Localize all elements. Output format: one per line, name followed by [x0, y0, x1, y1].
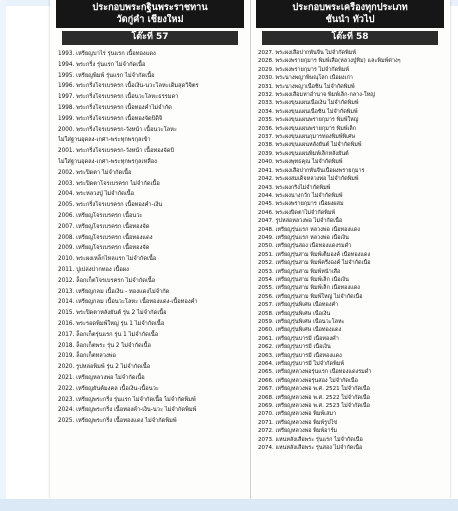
list-item: 2036. พระผงขุนแผนพรายกุมาร พิมพ์เล็ก [258, 125, 357, 132]
list-item: 1997. พระกริ่งโจรเบรครก เนื้อนวะโลหะธรรมดา [58, 94, 179, 101]
list-item: 2004. พระหลวงปู่ ไม่จำกัดเนื้อ [58, 191, 135, 198]
list-item: 2041. พระผงเสือปากพันจีนเนื้อผงพรายกุมาร [258, 167, 365, 174]
column-divider [250, 0, 251, 499]
list-item: 2015. พระปิดตาหลังยันต์ รุ่น 2 ไม่จำกัดเนื้อ [58, 310, 167, 317]
list-item: ไม่ใส่ฐานอุดลง-เกศา-พระทุกพรกุลเหลือง [58, 158, 157, 165]
list-item: 2027. พระผงเสือปากพันจีน ไม่จำกัดพิมพ์ [258, 50, 356, 56]
list-item: 2033. พระผงขุนแผนเนื้อเงิน ไม่จำกัดพิมพ์ [258, 100, 359, 107]
list-item: 2008. เหรียญโจรเบรครก เนื้อทองแดง [58, 234, 153, 241]
right-column-header [256, 0, 444, 28]
list-item: 2002. พระปิดตา ไม่จำกัดเนื้อ [58, 169, 132, 176]
list-item: 2017. ล็อกเก็ตรุ่นแรก รุ่น 1 ไม่จำกัดเนื้อ [58, 331, 159, 338]
list-item: 2049. เหรียญรุ่นแรก หลวงพ่อ เนื้อเงิน [258, 234, 349, 241]
list-item: 2053. เหรียญรุ่นสาม พิมพ์หน้าเสือ [258, 268, 341, 275]
list-item: 2073. แหนหลังเสือพระ รุ่นแรก ไม่จำกัดเนื้อ [258, 436, 363, 443]
list-item: 2054. เหรียญรุ่นสาม พิมพ์เล็ก เนื้อเงิน [258, 276, 349, 283]
list-item: 2064. เหรียญรุ่นบารมี ไม่จำกัดพิมพ์ [258, 361, 344, 368]
list-item: 1999. พระกริ่งโจรเบรครก เนื้อทองจัดบิดิจิ [58, 115, 163, 122]
list-item: 2009. เหรียญโจรเบรครก เนื้อทองจัด [58, 245, 150, 252]
right-item-list [256, 49, 444, 453]
list-item: 2060. เหรียญรุ่นพิเศษ เนื้อทองแดง [258, 327, 342, 334]
list-item: 2057. เหรียญรุ่นพิเศษ เนื้อทองคำ [258, 302, 339, 309]
list-item: 2018. ล็อกเก็ตพระ รุ่น 2 ไม่จำกัดเนื้อ [58, 342, 151, 349]
list-item: 2016. พระรอดพิมพ์ใหญ่ รุ่น 1 ไม่จำกัดเนื้อ [58, 320, 165, 327]
list-item: 2011. ปูเปล่งปากทอง เนื้อผง [58, 266, 129, 273]
list-item: 2068. เหรียญหลวงพ่อ พ.ศ. 2522 ไม่จำกัดเนื้อ [258, 394, 370, 401]
list-item: 2019. ล็อกเก็ตหลวงพ่อ [58, 353, 116, 360]
right-header-line-2: ชั้นนำ ทั่วไป [325, 14, 375, 25]
left-column-header [56, 0, 244, 28]
list-item: ไม่ใส่ฐานอุดลง-เกศา-พระทุกพรกุลเข้า [58, 137, 151, 144]
list-item: 2006. เหรียญโจรเบรครก เนื้อนวะ [58, 212, 143, 219]
list-item: 2020. รูปหล่อพิมพ์ รุ่น 2 ไม่จำกัดเนื้อ [58, 364, 151, 371]
list-item: 2038. พระผงขุนแผนหลังยันต์ ไม่จำกัดพิมพ์ [258, 142, 362, 149]
list-item: 2007. เหรียญโจรเบรครก เนื้อทองจัด [58, 223, 150, 230]
list-item: 2034. พระผงขุนแผนเนื้อชิน ไม่จำกัดพิมพ์ [258, 108, 358, 115]
bottom-margin [0, 499, 458, 511]
list-item: 2062. เหรียญรุ่นบารมี เนื้อเงิน [258, 344, 331, 351]
right-table-number: โต๊ะที่ 58 [262, 31, 438, 45]
list-item: 2071. เหรียญหลวงพ่อ พิมพ์รูปไข่ [258, 419, 338, 426]
list-item: 2030. พระนางพญาพิษณุโลก เนื้อผงเก่า [258, 75, 353, 82]
list-item: 2013. เหรียญกลม เนื้อเงิน - ทองแดงไม่จำกัด [58, 288, 170, 295]
list-item: 2043. พระผงกริ่งไม่จำกัดพิมพ์ [258, 184, 331, 191]
list-item: 2037. พระผงขุนแผนกุมารทองพิมพ์พิเศษ [258, 134, 356, 141]
list-item: 2046. พระผงปิดตาไม่จำกัดพิมพ์ [258, 209, 336, 216]
list-item: 2014. เหรียญกลม เนื้อนวะโลหะ เนื้อทองแดง-เนื้อทองคำ [58, 299, 198, 306]
left-item-list [56, 49, 244, 427]
list-item: 2044. พระผงนางกวัก ไม่จำกัดพิมพ์ [258, 192, 343, 199]
list-item: 2029. พระผงพรายกุมาร ไม่จำกัดพิมพ์ [258, 66, 350, 73]
list-item: 2032. พระผงเสือมหาอำนาจ พิมพ์เล็ก-กลาง-ใหญ่ [258, 92, 375, 99]
list-item: 2005. พระกริ่งโจรเบรครก เนื้อทองคำ-เงิน [58, 202, 163, 209]
list-item: 2042. พระผงสมเด็จหลวงพ่อ ไม่จำกัดพิมพ์ [258, 176, 359, 183]
list-item: 2069. เหรียญหลวงพ่อ พ.ศ. 2523 ไม่จำกัดเนื้อ [258, 403, 370, 410]
list-item: 1993. เหรียญบาไร่ รุ่นแรก เนื้อทองแดง [58, 51, 156, 57]
list-item: 2047. รูปหล่อหลวงพ่อ ไม่จำกัดเนื้อ [258, 218, 343, 225]
right-header-line-1: ประกอบพระเครื่องทุกประเภท [292, 2, 408, 13]
list-item: 2039. พระผงขุนแผนพิมพ์เล็กหลังยันต์ [258, 150, 349, 157]
list-item: 2066. เหรียญหลวงพ่อรุ่นสอง ไม่จำกัดเนื้อ [258, 377, 358, 384]
list-item: 1998. พระกริ่งโจรเบรครก เนื้อทองคำไม่จำกัด [58, 104, 172, 111]
left-margin [0, 0, 6, 511]
list-item: 2067. เหรียญหลวงพ่อ พ.ศ. 2521 ไม่จำกัดเนื้อ [258, 386, 370, 393]
list-item: 2022. เหรียญยันต์มงคล เนื้อเงิน-เนื้อนวะ [58, 385, 159, 392]
list-item: 2021. เหรียญหลวงพ่อ ไม่จำกัดเนื้อ [58, 374, 145, 381]
list-item: 2063. เหรียญรุ่นบารมี เนื้อทองแดง [258, 352, 342, 359]
document-page [50, 0, 450, 499]
list-item: 2056. เหรียญรุ่นสาม พิมพ์ใหญ่ ไม่จำกัดเนื้อ [258, 293, 363, 300]
list-item: 2035. พระผงขุนแผนพรายกุมาร พิมพ์ใหญ่ [258, 117, 359, 124]
list-item: 2055. เหรียญรุ่นสาม พิมพ์เล็ก เนื้อทองแดง [258, 285, 360, 292]
list-item: 2025. เหรียญพระกริ่ง เนื้อทองแดง ไม่จำกัดพิมพ์ [58, 418, 177, 425]
list-item: 2061. เหรียญรุ่นบารมี เนื้อทองคำ [258, 335, 339, 342]
list-item: 2070. เหรียญหลวงพ่อ พิมพ์เสมา [258, 411, 337, 418]
list-item: 2051. เหรียญรุ่นสาม พิมพ์เต็มองค์ เนื้อทองแดง [258, 251, 371, 258]
list-item: 2001. พระกริ่งโจรเบรครก-วังหน้า เนื้อทองจัดบิ [58, 148, 175, 155]
list-item: 2052. เหรียญรุ่นสาม พิมพ์ครึ่งองค์ ไม่จำกัดเนื้อ [258, 260, 371, 267]
list-item: 2012. ล็อกเก็ตโจรเบรครก ไม่จำกัดเนื้อ [58, 277, 156, 284]
list-item: 2010. พระผงเหล็กไหลแรก ไม่จำกัดเนื้อ [58, 256, 157, 263]
right-column [256, 0, 444, 453]
list-item: 2059. เหรียญรุ่นพิเศษ เนื้อนวะโลหะ [258, 319, 345, 325]
list-item: 1994. พระกริ่ง รุ่นแรก ไม่จำกัดเนื้อ [58, 61, 146, 68]
list-item: 2023. เหรียญพระกริ่ง รุ่นแรก ไม่จำกัดเนื้อ ไม่จำกัดพิมพ์ [58, 396, 196, 403]
list-item: 2048. เหรียญรุ่นแรก หลวงพ่อ เนื้อทองแดง [258, 226, 360, 233]
list-item: 2028. พระผงพรายกุมาร พิมพ์เสือ(หลวงปู่ทิม) และพิมพ์ต่างๆ [258, 58, 401, 65]
list-item: 1996. พระกริ่งโจรเบรครก เนื้อเงิน-นวะโลหะเดิมสุดวิจิตร [58, 83, 199, 90]
list-item: 2000. พระกริ่งโจรเบรครก-วังหน้า เนื้อนวะโลหะ [58, 126, 177, 133]
left-table-number: โต๊ะที่ 57 [62, 31, 238, 45]
list-item: 2065. เหรียญหลวงพ่อรุ่นแรก เนื้อทองแดงรมดำ [258, 369, 372, 376]
list-item: 2072. เหรียญหลวงพ่อ พิมพ์อาร์ม [258, 428, 338, 435]
list-item: 1995. เหรียญพิมพ์ รุ่นแรก ไม่จำกัดเนื้อ [58, 72, 155, 79]
left-header-line-2: วัดกู่คำ เชียงใหม่ [116, 14, 184, 25]
list-item: 2024. เหรียญพระกริ่ง เนื้อทองคำ-เงิน-นวะ ไม่จำกัดพิมพ์ [58, 407, 197, 414]
list-item: 2040. พระผงพุทธคุณ ไม่จำกัดพิมพ์ [258, 159, 343, 166]
left-header-line-1: ประกอบพระกฐินพระราชทาน [92, 2, 208, 13]
list-item: 2045. พระผงพรายกุมาร เนื้อผงผสม [258, 201, 344, 208]
list-item: 2031. พระนางพญาเนื้อชิน ไม่จำกัดพิมพ์ [258, 83, 355, 90]
list-item: 2050. เหรียญรุ่นสอง เนื้อทองแดงรมดำ [258, 243, 352, 250]
left-column [56, 0, 244, 427]
list-item: 2074. แหนหลังเสือพระ รุ่นสอง ไม่จำกัดเนื้อ [258, 445, 363, 452]
list-item: 2003. พระปิดตาโจรเบรครก ไม่จำกัดเนื้อ [58, 180, 160, 187]
list-item: 2058. เหรียญรุ่นพิเศษ เนื้อเงิน [258, 310, 331, 317]
